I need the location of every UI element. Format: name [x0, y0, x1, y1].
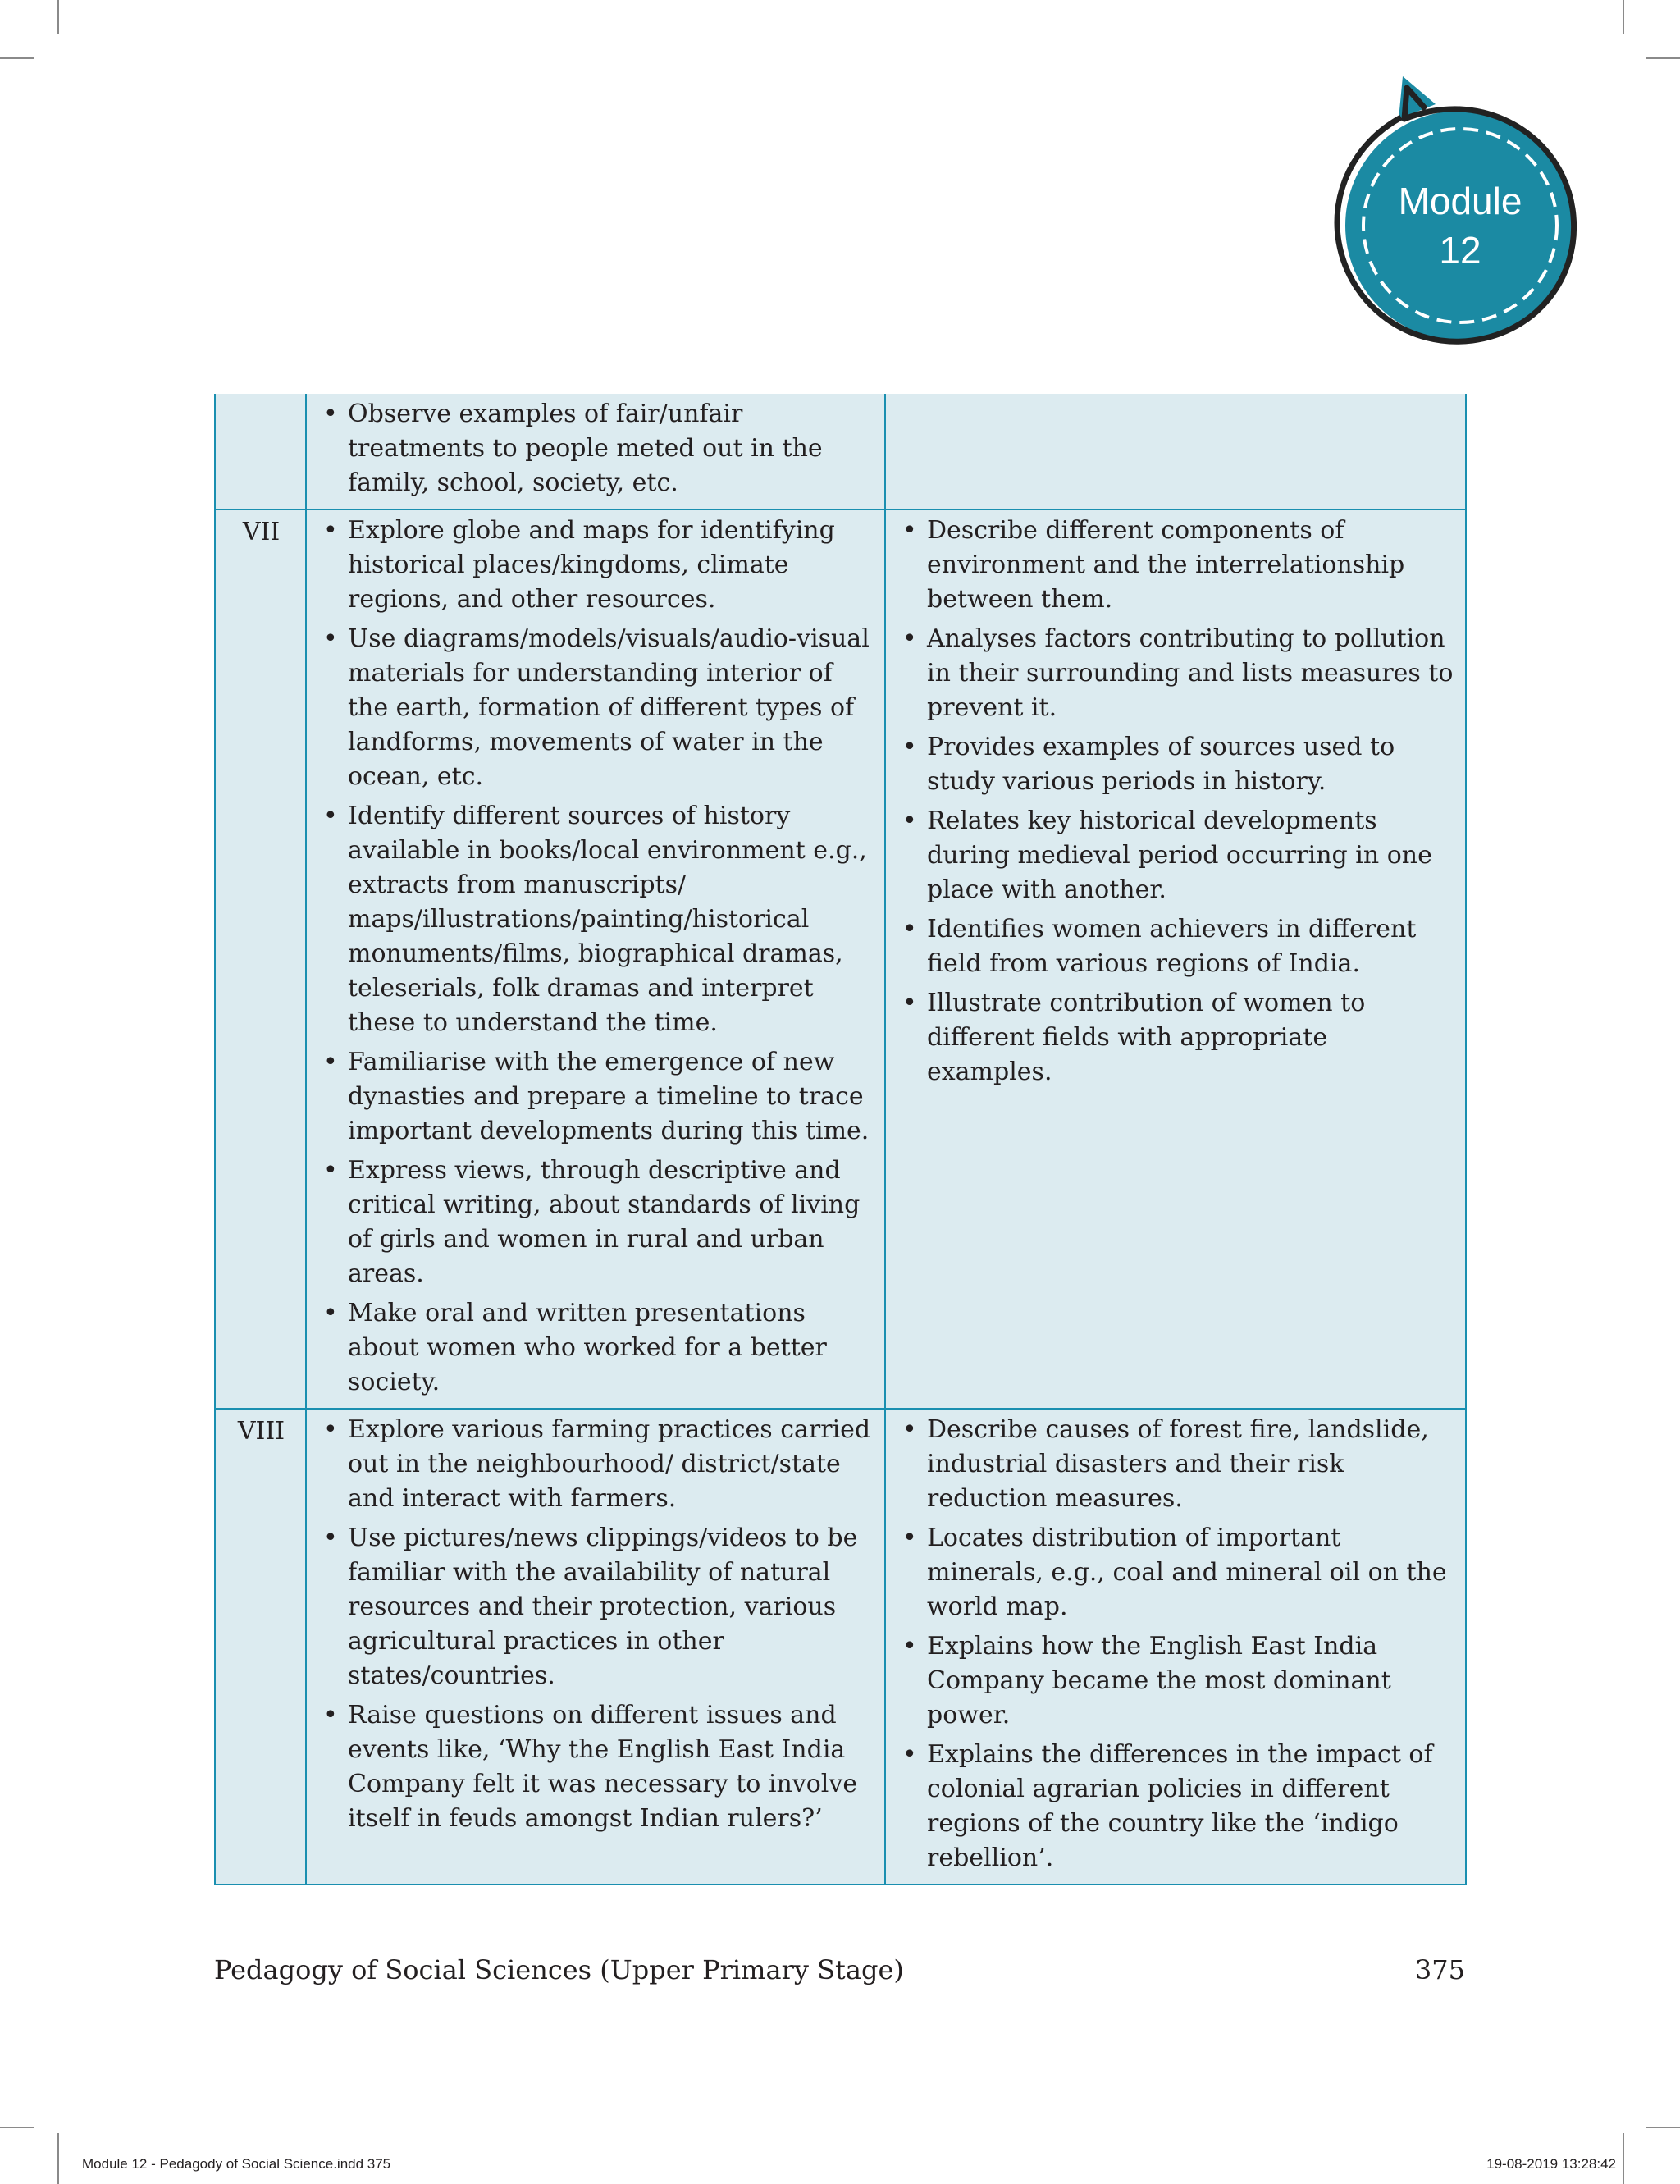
list-item: • Provides examples of sources used to study various periods in history.: [897, 730, 1455, 799]
bullet-list: [897, 1413, 1455, 1876]
module-badge-label: [1329, 176, 1591, 275]
list-item: • Describe causes of forest fire, landslide, industrial disasters and their risk reduction measures.: [897, 1413, 1455, 1516]
class-cell: VII: [215, 509, 306, 1409]
crop-mark: [1646, 2127, 1680, 2128]
pedagogical-process-cell: [306, 1409, 885, 1885]
list-item: • Use diagrams/models/visuals/audio-visual materials for understanding interior of the earth, formation of different types of landforms, movements of water in the ocean, etc.: [318, 622, 874, 794]
learning-outcome-cell: [885, 394, 1466, 509]
list-item: • Relates key historical developments during medieval period occurring in one place with another.: [897, 804, 1455, 907]
list-item: • Explains how the English East India Company became the most dominant power.: [897, 1629, 1455, 1733]
crop-mark: [1623, 2133, 1624, 2184]
crop-mark: [57, 0, 59, 34]
list-item: • Raise questions on different issues and events like, ‘Why the English East India Company felt it was necessary to involve itself in feuds amongst Indian rulers?’: [318, 1698, 874, 1836]
crop-mark: [0, 57, 34, 59]
class-cell: [215, 394, 306, 509]
list-item: • Familiarise with the emergence of new dynasties and prepare a timeline to trace important developments during this time.: [318, 1045, 874, 1149]
table-row: [215, 394, 1466, 509]
bullet-list: [318, 1413, 874, 1836]
module-number: 12: [1439, 229, 1481, 272]
print-slug-datetime: 19-08-2019 13:28:42: [1486, 2156, 1616, 2172]
list-item: • Illustrate contribution of women to different fields with appropriate examples.: [897, 986, 1455, 1090]
crop-mark: [1646, 57, 1680, 59]
pedagogical-process-cell: [306, 509, 885, 1409]
list-item: • Identifies women achievers in different field from various regions of India.: [897, 912, 1455, 981]
bullet-list: [318, 397, 874, 500]
list-item: • Explore globe and maps for identifying historical places/kingdoms, climate regions, and other resources.: [318, 514, 874, 617]
crop-mark: [57, 2133, 59, 2184]
learning-outcomes-table: [214, 394, 1467, 1885]
learning-outcome-cell: [885, 509, 1466, 1409]
list-item: • Explains the differences in the impact of colonial agrarian policies in different regions of the country like the ‘indigo rebellion’.: [897, 1738, 1455, 1876]
crop-mark: [0, 2127, 34, 2128]
list-item: • Express views, through descriptive and critical writing, about standards of living of girls and women in rural and urban areas.: [318, 1154, 874, 1291]
print-slug-file: Module 12 - Pedagody of Social Science.indd 375: [82, 2156, 391, 2172]
pedagogical-process-cell: [306, 394, 885, 509]
class-cell: VIII: [215, 1409, 306, 1885]
list-item: • Explore various farming practices carried out in the neighbourhood/ district/state and interact with farmers.: [318, 1413, 874, 1516]
list-item: • Make oral and written presentations about women who worked for a better society.: [318, 1296, 874, 1400]
list-item: • Describe different components of environment and the interrelationship between them.: [897, 514, 1455, 617]
bullet-list: [318, 514, 874, 1400]
crop-mark: [1623, 0, 1624, 34]
page-number: 375: [1414, 1954, 1465, 1985]
learning-outcome-cell: [885, 1409, 1466, 1885]
list-item: • Identify different sources of history available in books/local environment e.g., extracts from manuscripts/ maps/illustrations/painting/historical monuments/films, biographical dramas, teleserials, folk dramas and interpret these to understand the time.: [318, 799, 874, 1040]
footer-book-title: Pedagogy of Social Sciences (Upper Primary Stage): [214, 1954, 904, 1985]
module-label: Module: [1398, 180, 1522, 222]
list-item: • Analyses factors contributing to pollution in their surrounding and lists measures to prevent it.: [897, 622, 1455, 725]
table-row: [215, 509, 1466, 1409]
list-item: • Observe examples of fair/unfair treatments to people meted out in the family, school, society, etc.: [318, 397, 874, 500]
list-item: • Locates distribution of important minerals, e.g., coal and mineral oil on the world map.: [897, 1521, 1455, 1624]
bullet-list: [897, 514, 1455, 1090]
table-row: [215, 1409, 1466, 1885]
list-item: • Use pictures/news clippings/videos to be familiar with the availability of natural resources and their protection, various agricultural practices in other states/countries.: [318, 1521, 874, 1693]
